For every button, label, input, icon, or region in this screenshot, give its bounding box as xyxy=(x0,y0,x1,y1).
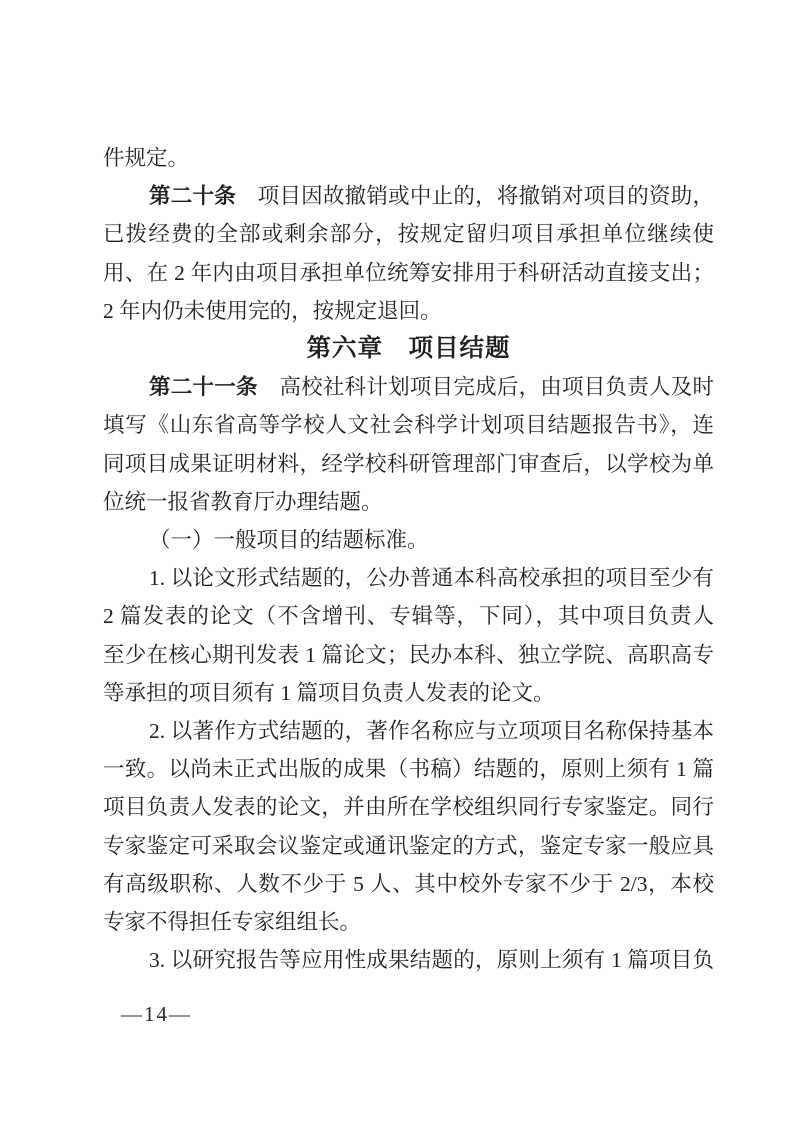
text-line xyxy=(103,597,714,635)
text-line xyxy=(103,215,714,253)
text-line xyxy=(103,483,714,521)
text-line xyxy=(103,177,714,215)
line-text: 项目负责人发表的论文，并由所在学校组织同行专家鉴定。同行 xyxy=(103,795,714,820)
line-text: 专家不得担任专家组组长。 xyxy=(103,910,362,935)
line-text: 专家鉴定可采取会议鉴定或通讯鉴定的方式，鉴定专家一般应具 xyxy=(103,833,714,858)
document-body xyxy=(103,139,714,979)
text-line xyxy=(103,406,714,444)
text-line xyxy=(103,865,714,903)
text-line xyxy=(103,559,714,597)
line-text: 至少在核心期刊发表 1 篇论文；民办本科、独立学院、高职高专 xyxy=(103,642,714,667)
line-text: 2 篇发表的论文（不含增刊、专辑等，下同），其中项目负责人 xyxy=(103,604,714,629)
text-line xyxy=(103,827,714,865)
text-line xyxy=(103,712,714,750)
text-line xyxy=(103,368,714,406)
article-number: 第二十条 xyxy=(149,184,236,209)
text-line xyxy=(103,750,714,788)
line-text: 项目因故撤销或中止的，将撤销对项目的资助， xyxy=(235,184,714,209)
line-text: 一致。以尚未正式出版的成果（书稿）结题的，原则上须有 1 篇 xyxy=(103,757,714,782)
text-line xyxy=(103,292,714,330)
line-text: 等承担的项目须有 1 篇项目负责人发表的论文。 xyxy=(103,680,555,705)
line-text: （一）一般项目的结题标准。 xyxy=(149,528,429,553)
text-line xyxy=(103,445,714,483)
line-text: 2. 以著作方式结题的，著作名称应与立项项目名称保持基本 xyxy=(149,719,714,744)
text-line xyxy=(103,139,714,177)
text-line xyxy=(103,903,714,941)
line-text: 已拨经费的全部或剩余部分，按规定留归项目承担单位继续使 xyxy=(103,222,714,247)
line-text: 高校社科计划项目完成后，由项目负责人及时 xyxy=(257,375,714,400)
text-line xyxy=(103,636,714,674)
line-text: 件规定。 xyxy=(103,146,190,170)
line-text: 填写《山东省高等学校人文社会科学计划项目结题报告书》，连 xyxy=(103,413,714,438)
line-text: 用、在 2 年内由项目承担单位统筹安排用于科研活动直接支出； xyxy=(103,260,714,285)
line-text: 同项目成果证明材料，经学校科研管理部门审查后，以学校为单 xyxy=(103,451,714,476)
chapter-heading: 第六章 项目结题 xyxy=(306,335,511,363)
text-line xyxy=(103,254,714,292)
text-line xyxy=(103,674,714,712)
article-number: 第二十一条 xyxy=(149,375,258,400)
page-number: —14— xyxy=(121,1002,192,1026)
line-text: 2 年内仍未使用完的，按规定退回。 xyxy=(103,298,442,323)
line-text: 1. 以论文形式结题的，公办普通本科高校承担的项目至少有 xyxy=(149,566,714,591)
line-text: 有高级职称、人数不少于 5 人、其中校外专家不少于 2/3，本校 xyxy=(103,871,714,896)
line-text: 3. 以研究报告等应用性成果结题的，原则上须有 1 篇项目负 xyxy=(149,948,714,973)
text-line xyxy=(103,941,714,979)
text-line xyxy=(103,521,714,559)
text-line xyxy=(103,788,714,826)
line-text: 位统一报省教育厅办理结题。 xyxy=(103,489,383,514)
